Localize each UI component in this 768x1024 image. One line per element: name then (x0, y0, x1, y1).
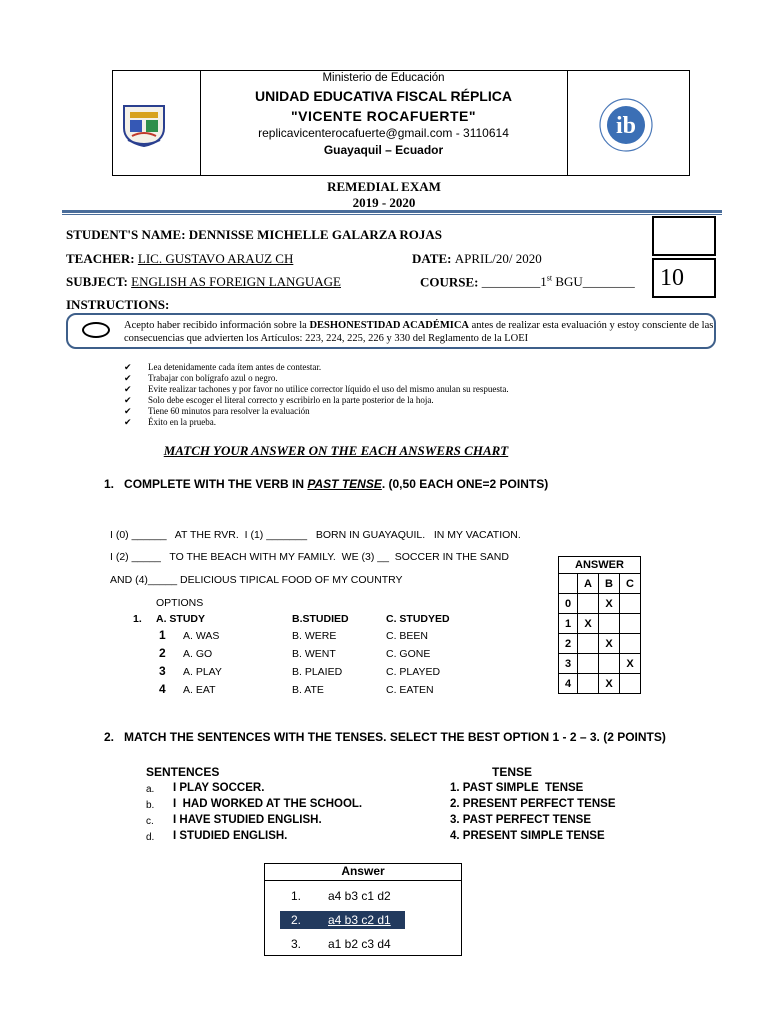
answer-cell[interactable] (599, 614, 620, 634)
table-row: 2 X (559, 634, 641, 654)
answer-cell[interactable] (620, 594, 641, 614)
ministry-label: Ministerio de Educación (322, 72, 445, 84)
exam-title: REMEDIAL EXAM (327, 179, 441, 194)
check-icon: ✔ (124, 395, 132, 405)
course-label: COURSE: (420, 274, 479, 290)
answer-grid-title: ANSWER (559, 557, 641, 574)
date-value: APRIL/20/ 2020 (454, 251, 542, 266)
table-row: 0 X (559, 594, 641, 614)
answer-cell[interactable]: X (620, 654, 641, 674)
instructions-list (124, 362, 509, 428)
header-divider (567, 70, 568, 176)
ib-logo-text: ib (615, 113, 637, 139)
table-row: 3 X (559, 654, 641, 674)
list-item: ✔ Lea detenidamente cada ítem antes de contestar. (124, 362, 322, 372)
answer-cell[interactable] (599, 654, 620, 674)
date-label: DATE: (412, 251, 452, 266)
school-subtitle: "VICENTE ROCAFUERTE" (290, 108, 477, 124)
question-2-title: 2. MATCH THE SENTENCES WITH THE TENSES. SELECT THE BEST OPTION 1 - 2 – 3. (2 POINTS) (104, 730, 666, 744)
question-1-line: I (0) ______ AT THE RVR. I (1) _______ BORN IN GUAYAQUIL. IN MY VACATION. (110, 529, 521, 541)
answer-cell[interactable] (578, 634, 599, 654)
answer-cell[interactable] (620, 634, 641, 654)
teacher-value: LIC. GUSTAVO ARAUZ CH (137, 251, 294, 266)
subject-value: ENGLISH AS FOREIGN LANGUAGE (131, 274, 341, 289)
answer-cell[interactable]: X (599, 634, 620, 654)
course-value: _________1st BGU________ (481, 274, 635, 290)
answer-cell[interactable] (578, 654, 599, 674)
answer-col-header: A (578, 574, 599, 594)
match-title: MATCH YOUR ANSWER ON THE EACH ANSWERS CHART (163, 443, 509, 458)
school-name: UNIDAD EDUCATIVA FISCAL RÉPLICA (255, 88, 512, 104)
school-crest-icon (120, 102, 168, 148)
answer-cell[interactable] (620, 674, 641, 694)
table-row: 4 X (559, 674, 641, 694)
answer-cell[interactable]: X (599, 674, 620, 694)
tense-option: 3. PAST PERFECT TENSE (450, 814, 592, 826)
student-name-value: DENNISSE MICHELLE GALARZA ROJAS (188, 227, 442, 242)
grade-value: 10 (660, 265, 684, 291)
list-item: ✔ Evite realizar tachones y por favor no utilice corrector líquido el uso del mismo anulan su respuesta. (124, 384, 509, 394)
divider-line (62, 214, 722, 215)
list-item: ✔ Éxito en la prueba. (124, 417, 216, 427)
teacher-label: TEACHER: (66, 251, 135, 266)
answer-box-title: Answer (265, 864, 461, 881)
subject-field (66, 274, 341, 290)
check-icon: ✔ (124, 417, 132, 427)
list-item: ✔ Solo debe escoger el literal correcto y escribirlo en la parte posterior de la hoja. (124, 395, 434, 405)
tense-option: 1. PAST SIMPLE TENSE (450, 782, 584, 794)
subject-label: SUBJECT: (66, 274, 128, 289)
ib-logo-icon (588, 97, 664, 153)
student-name-label: STUDENT'S NAME: (66, 227, 186, 242)
tense-option: 4. PRESENT SIMPLE TENSE (450, 830, 605, 842)
instructions-label: INSTRUCTIONS: (66, 297, 170, 312)
answer-cell[interactable] (578, 674, 599, 694)
answer-col-header: C (620, 574, 641, 594)
divider-line (62, 210, 722, 213)
check-icon: ✔ (124, 373, 132, 383)
list-item: ✔ Tiene 60 minutos para resolver la evaluación (124, 406, 310, 416)
acknowledge-checkbox[interactable] (82, 322, 110, 338)
course-field (420, 274, 635, 290)
options-label: OPTIONS (156, 597, 204, 609)
school-city: Guayaquil – Ecuador (323, 143, 444, 157)
answer-grid (558, 556, 641, 694)
check-icon: ✔ (124, 384, 132, 394)
check-icon: ✔ (124, 406, 132, 416)
date-field (412, 251, 542, 267)
answer-cell[interactable]: X (578, 614, 599, 634)
teacher-field (66, 251, 293, 267)
student-name-field (66, 227, 442, 243)
table-row: 1 X (559, 614, 641, 634)
answer-cell[interactable]: X (599, 594, 620, 614)
tense-header: TENSE (492, 765, 533, 779)
tense-option: 2. PRESENT PERFECT TENSE (450, 798, 616, 810)
exam-year: 2019 - 2020 (352, 195, 416, 210)
grade-box (652, 258, 716, 298)
list-item: ✔ Trabajar con bolígrafo azul o negro. (124, 373, 278, 383)
answer-col-header: B (599, 574, 620, 594)
question-1-line: I (2) _____ TO THE BEACH WITH MY FAMILY. WE (3) __ SOCCER IN THE SAND (110, 551, 509, 563)
question-1-title: 1. COMPLETE WITH THE VERB IN PAST TENSE. (0,50 EACH ONE=2 POINTS) (104, 477, 549, 491)
check-icon: ✔ (124, 362, 132, 372)
answer-cell[interactable] (578, 594, 599, 614)
question-1-line: AND (4)_____ DELICIOUS TIPICAL FOOD OF MY COUNTRY (110, 574, 403, 586)
answer-cell[interactable] (620, 614, 641, 634)
sentences-header: SENTENCES (146, 765, 220, 779)
school-contact: replicavicenterocafuerte@gmail.com - 3110614 (258, 126, 509, 140)
notice-text: Acepto haber recibido información sobre la DESHONESTIDAD ACADÉMICA antes de realizar esta evaluación y estoy consciente de las consecuencias que advierten los Artículos: 223, 224, 225, 226 y 330 del Reglamento de la LOEI (124, 320, 714, 344)
grade-box-empty (652, 216, 716, 256)
